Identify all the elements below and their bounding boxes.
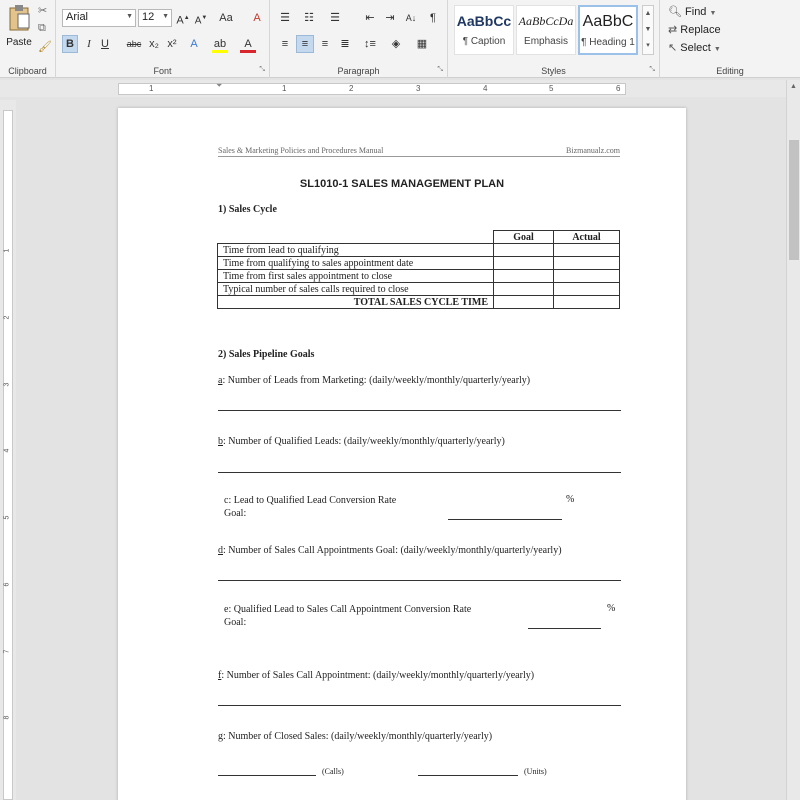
goal-cell[interactable] [494, 244, 554, 257]
calls-label: (Calls) [322, 767, 344, 776]
answer-line[interactable] [418, 775, 518, 776]
actual-cell[interactable] [554, 257, 620, 270]
item-goal-label: Goal: [224, 508, 247, 519]
item-f [218, 670, 534, 681]
paragraph-dialog-launcher-icon[interactable]: ⤡ [437, 66, 443, 73]
chevron-down-icon: ▼ [126, 13, 133, 20]
header-left: Sales & Marketing Policies and Procedures Manual [218, 146, 384, 155]
item-letter: b [218, 436, 223, 447]
ruler-tick: 1 [282, 84, 287, 93]
answer-line[interactable] [218, 705, 621, 706]
ruler-tick: 5 [3, 515, 11, 520]
copy-icon[interactable]: ⧉ [38, 22, 46, 34]
percent-sign: % [566, 494, 575, 505]
answer-line[interactable] [448, 519, 562, 520]
chevron-down-icon: ▼ [713, 46, 721, 53]
section-heading: 1) Sales Cycle [218, 204, 277, 215]
table-cell: Typical number of sales calls required to close [218, 283, 494, 296]
item-goal-label: Goal: [224, 617, 247, 628]
multilevel-list-icon[interactable]: ☰ [330, 12, 340, 24]
goal-cell[interactable] [494, 283, 554, 296]
goal-cell[interactable] [494, 270, 554, 283]
align-right-icon[interactable]: ≡ [321, 38, 329, 50]
header-right: Bizmanualz.com [566, 146, 620, 155]
clear-formatting-icon[interactable]: A [253, 12, 261, 24]
vertical-scrollbar[interactable] [786, 80, 800, 800]
find-label: Find [685, 6, 707, 18]
paste-label: Paste [6, 37, 32, 48]
percent-sign: % [607, 603, 616, 614]
editing-group-label: Editing [716, 66, 744, 76]
sales-cycle-table [217, 230, 620, 309]
table-header-row [218, 231, 620, 244]
actual-cell[interactable] [554, 283, 620, 296]
replace-button[interactable] [668, 22, 721, 38]
select-button[interactable] [668, 40, 721, 56]
item-letter: a [218, 375, 223, 386]
actual-cell[interactable] [554, 244, 620, 257]
subscript-button[interactable]: x₂ [149, 38, 159, 50]
grow-font-icon[interactable]: A▲ [176, 14, 190, 27]
item-text: : Number of Sales Call Appointments Goal: (daily/weekly/monthly/quarterly/yearly) [223, 545, 562, 556]
section-heading: 2) Sales Pipeline Goals [218, 349, 315, 360]
vertical-ruler[interactable] [0, 100, 16, 800]
table-row [218, 257, 620, 270]
shading-icon[interactable]: ◈ [391, 38, 401, 50]
table-header [218, 231, 494, 244]
item-letter: f [218, 670, 222, 681]
find-button[interactable] [668, 4, 716, 20]
table-cell: TOTAL SALES CYCLE TIME [218, 296, 494, 309]
replace-icon: ⇄ [668, 24, 678, 36]
styles-dialog-launcher-icon[interactable]: ⤡ [649, 66, 655, 73]
bullets-icon[interactable]: ☰ [280, 12, 290, 24]
style-caption[interactable] [454, 5, 514, 55]
styles-group [448, 0, 660, 78]
font-family-value: Arial [66, 11, 89, 23]
answer-line[interactable] [218, 580, 621, 581]
superscript-button[interactable]: x² [167, 38, 177, 50]
bold-button[interactable]: B [62, 35, 78, 53]
goal-cell[interactable] [494, 296, 554, 309]
ruler-tick: 2 [349, 84, 354, 93]
font-size-value: 12 [142, 11, 155, 23]
ruler-track [118, 83, 626, 95]
table-row [218, 244, 620, 257]
ruler-tick: 2 [3, 315, 11, 320]
paragraph-group [270, 0, 448, 78]
document-page[interactable] [118, 108, 686, 800]
sort-icon[interactable]: A↓ [405, 13, 417, 23]
ruler-tick: 6 [616, 84, 621, 93]
replace-label: Replace [680, 24, 721, 36]
table-row [218, 296, 620, 309]
ruler-tick: 8 [3, 715, 11, 720]
item-a [218, 375, 530, 386]
style-caption-name: ¶ Caption [462, 36, 506, 47]
styles-scroll[interactable]: ▲ ▼ ▾ [642, 5, 654, 55]
item-letter: d [218, 545, 223, 556]
paste-button[interactable] [4, 4, 34, 50]
style-caption-preview: AaBbCc [456, 13, 512, 29]
clipboard-icon [7, 4, 31, 32]
borders-icon[interactable]: ▦ [416, 38, 428, 50]
table-row [218, 283, 620, 296]
table-cell: Time from qualifying to sales appointment date [218, 257, 494, 270]
font-group-label: Font [153, 66, 172, 76]
font-group [56, 0, 270, 78]
select-label: Select [680, 42, 711, 54]
change-case-button[interactable]: Aa [219, 12, 233, 24]
underline-button[interactable]: U [101, 38, 109, 50]
numbering-icon[interactable]: ☷ [304, 12, 314, 24]
align-center-icon[interactable]: ≡ [296, 35, 314, 53]
item-d [218, 545, 562, 556]
style-heading-1-name: ¶ Heading 1 [581, 37, 635, 48]
font-size-select[interactable] [138, 9, 172, 27]
shrink-font-icon[interactable]: A▼ [194, 15, 208, 27]
font-family-select[interactable] [62, 9, 136, 27]
item-text: : Number of Leads from Marketing: (daily/weekly/monthly/quarterly/yearly) [222, 375, 531, 386]
clipboard-group-label: Clipboard [8, 66, 47, 76]
goal-cell[interactable] [494, 257, 554, 270]
increase-indent-icon[interactable]: ⇥ [385, 12, 395, 24]
clipboard-group [0, 0, 56, 78]
actual-cell[interactable] [554, 270, 620, 283]
header-divider [218, 156, 620, 157]
indent-marker-icon[interactable]: ⏷ [216, 81, 223, 90]
font-color-icon[interactable]: A [240, 35, 256, 53]
scrollbar-thumb[interactable] [789, 140, 799, 260]
actual-cell[interactable] [554, 296, 620, 309]
ruler-tick: 4 [3, 448, 11, 453]
ruler-tick: 6 [3, 582, 11, 587]
search-icon: 🔍︎ [668, 6, 682, 18]
table-cell: Time from first sales appointment to close [218, 270, 494, 283]
cursor-icon: ↖ [668, 42, 678, 54]
item-c: c: Lead to Qualified Lead Conversion Rate [224, 495, 397, 506]
ruler-tick: 3 [3, 382, 11, 387]
font-dialog-launcher-icon[interactable]: ⤡ [259, 66, 265, 73]
table-row [218, 270, 620, 283]
horizontal-ruler[interactable] [0, 80, 800, 97]
item-text: : Number of Qualified Leads: (daily/weekly/monthly/quarterly/yearly) [223, 436, 505, 447]
ruler-tick: 3 [416, 84, 421, 93]
answer-line[interactable] [218, 410, 621, 411]
style-emphasis-preview: AaBbCcDa [518, 14, 574, 28]
item-text: : Number of Sales Call Appointment: (daily/weekly/monthly/quarterly/yearly) [221, 670, 535, 681]
style-heading-1[interactable] [578, 5, 638, 55]
justify-icon[interactable]: ≣ [340, 38, 350, 50]
chevron-down-icon: ▼ [162, 13, 169, 20]
ruler-tick: 4 [483, 84, 488, 93]
item-e: e: Qualified Lead to Sales Call Appointment Conversion Rate [224, 604, 472, 615]
ruler-tick: 1 [149, 84, 154, 93]
italic-button[interactable]: I [87, 38, 91, 50]
style-emphasis[interactable] [516, 5, 576, 55]
ruler-tick: 1 [3, 248, 11, 253]
text-effects-icon[interactable]: A [190, 38, 198, 50]
align-left-icon[interactable]: ≡ [281, 38, 289, 50]
cut-icon[interactable]: ✂ [38, 5, 48, 17]
item-g [218, 731, 492, 742]
style-heading-1-preview: AaBbC [582, 13, 634, 30]
table-cell: Time from lead to qualifying [218, 244, 494, 257]
item-text: : Number of Closed Sales: (daily/weekly/monthly/quarterly/yearly) [223, 731, 493, 742]
table-header: Goal [494, 231, 554, 244]
highlight-icon[interactable]: ab [212, 35, 228, 53]
item-letter: g [218, 731, 223, 742]
table-header: Actual [554, 231, 620, 244]
paragraph-group-label: Paragraph [337, 66, 380, 76]
ruler-tick: 5 [549, 84, 554, 93]
answer-line[interactable] [218, 472, 621, 473]
strikethrough-button[interactable]: abc [126, 39, 142, 49]
item-b [218, 436, 505, 447]
style-emphasis-name: Emphasis [524, 36, 568, 47]
units-label: (Units) [524, 767, 547, 776]
document-title: SL1010-1 SALES MANAGEMENT PLAN [299, 178, 505, 190]
ruler-track [3, 110, 13, 800]
styles-group-label: Styles [541, 66, 566, 76]
editing-group [660, 0, 800, 78]
chevron-down-icon: ▼ [709, 10, 717, 17]
show-formatting-button[interactable]: ¶ [430, 12, 436, 24]
answer-line[interactable] [218, 775, 316, 776]
answer-line[interactable] [528, 628, 601, 629]
ribbon [0, 0, 800, 78]
format-painter-icon[interactable]: 🖌 [38, 41, 52, 53]
scroll-up-icon[interactable]: ▲ [790, 83, 797, 90]
decrease-indent-icon[interactable]: ⇤ [365, 12, 375, 24]
line-spacing-icon[interactable]: ↕≡ [364, 38, 376, 50]
ruler-tick: 7 [3, 649, 11, 654]
